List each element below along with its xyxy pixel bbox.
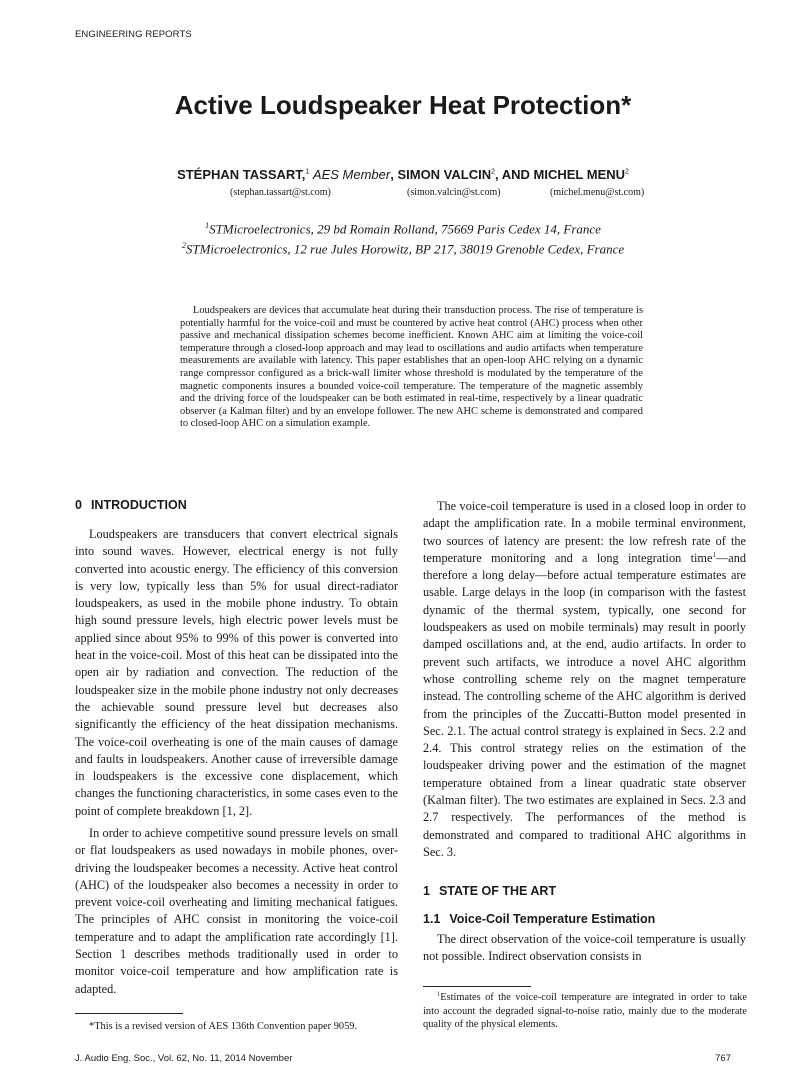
- abstract: Loudspeakers are devices that accumulate heat during their transduction process. The rise of temperature is potentially harmful for the voice-coil and must be countered by active heat control (AHC) process when other passive and mechanical dissipation schemes become inefficient. Known AHC aim at limiting the voice-coil temperature through a closed-loop approach and may lead to oscillations and audio artifacts when temperature measurements are available with latency. This paper establishes that an open-loop AHC relying on a dynamic range compressor configured as a brick-wall limiter whose threshold is modulated by the temperature of the magnetic components insures a bounded voice-coil temperature. The temperature of the magnetic assembly and the driving force of the loudspeaker can be both estimated in real-time, respectively by a linear quadratic observer (a Kalman filter) and by an envelope follower. The new AHC scheme is demonstrated and compared to closed-loop AHC on a simulation example.: [180, 305, 643, 430]
- page-number: 767: [715, 1053, 731, 1064]
- author-1-affil: 1: [305, 168, 310, 176]
- author-3: , AND MICHEL MENU: [495, 167, 626, 182]
- affiliations: [0, 217, 806, 258]
- title-footnote: *This is a revised version of AES 136th Convention paper 9059.: [89, 1021, 358, 1032]
- author-line: [0, 167, 806, 182]
- author-3-affil: 2: [625, 168, 629, 176]
- footnote-rule-right: [423, 986, 531, 987]
- paper-title: Active Loudspeaker Heat Protection*: [174, 90, 632, 120]
- author-1: STÉPHAN TASSART,: [177, 167, 306, 182]
- intro-paragraph-1: Loudspeakers are transducers that convert electrical signals into sound waves. However, electrical energy is not fully converted into acoustic energy. The efficiency of this conversion is very low, typically less than 5% for usual direct-radiator loudspeakers, as used in the mobile phone industry. To obtain high sound pressure levels, high electric power levels must be applied since about 95% to 99% of this power is converted into heat in the voice-coil. Most of this heat can be dissipated into the open air by radiation and convection. The reduction of the loudspeaker size in the mobile phone industry not only decreases the achievable sound pressure level but decreases also significantly the efficiency of the heat dissipation mechanisms. The voice-coil overheating is one of the main causes of damage and faults in loudspeakers. Another cause of irreversible damage in loudspeakers is the excessive cone displacement, which changes the functioning characteristics, in some cases even to the point of complete breakdown [1, 2].: [75, 527, 398, 818]
- intro-paragraph-3: The voice-coil temperature is used in a closed loop in order to adapt the amplification rate. In a mobile terminal environment, two sources of latency are present: the low refresh rate of the temperature monitoring and a long integration time$^1$—and therefore a long delay—before actual temperature estimates are usable. Large delays in the loop (in comparison with the fastest dynamic of the thermal system, typically, one second for loudspeakers as used on mobile terminals) may result in poorly damped oscillations and, at the end, audio artifacts. In order to prevent such artifacts, we introduce a novel AHC algorithm whose controlling scheme rely on the magnet temperature instead. The controlling scheme of the AHC algorithm is derived from the principles of the Zuccatti-Button model presented in Sec. 2.1. The actual control strategy is explained in Secs. 2.2 and 2.4. This control strategy relies on the estimation of the loudspeaker driving power and the estimation of the magnet temperature obtained from a linear quadratic state observer (Kalman filter). The two estimates are explained in Secs. 2.3 and 2.7 respectively. The performances of the method is demonstrated and compared to traditional AHC algorithms in Sec. 3.: [423, 499, 746, 859]
- affiliation-2: $^2$STMicroelectronics, 12 rue Jules Horowitz, BP 217, 38019 Grenoble Cedex, France: [181, 241, 625, 257]
- footnote-rule-left: [75, 1013, 183, 1014]
- running-header: ENGINEERING REPORTS: [75, 29, 192, 40]
- footnote-marker: 1: [712, 550, 716, 559]
- journal-citation: J. Audio Eng. Soc., Vol. 62, No. 11, 2014 November: [75, 1053, 293, 1064]
- author-2-email: (simon.valcin@st.com): [407, 187, 501, 198]
- author-2: , SIMON VALCIN: [390, 167, 492, 182]
- author-3-email: (michel.menu@st.com): [550, 187, 645, 198]
- author-2-affil: 2: [491, 168, 496, 176]
- intro-paragraph-2: In order to achieve competitive sound pressure levels on small or flat loudspeakers as used nowadays in mobile phones, over-driving the loudspeaker becomes a necessity. Active heat control (AHC) of the loudspeaker also becomes a necessity in order to prevent voice-coil overheating and limiting mechanical fatigues. The principles of AHC consist in monitoring the voice-coil temperature and to adapt the amplification rate accordingly [1]. Section 1 describes methods traditionally used in order to monitor voice-coil temperature and how amplification rate is adapted.: [75, 826, 398, 996]
- footnote-1: $^1$Estimates of the voice-coil temperature are integrated in order to take into account the degraded signal-to-noise ratio, mainly due to the moderate quality of the physical elements.: [423, 990, 747, 1031]
- author-1-email: (stephan.tassart@st.com): [230, 187, 331, 198]
- aes-member-label: AES Member: [312, 167, 391, 182]
- state-of-art-paragraph: The direct observation of the voice-coil temperature is usually not possible. Indirect observation consists in: [423, 932, 746, 964]
- affiliation-1: $^1$STMicroelectronics, 29 bd Romain Rolland, 75669 Paris Cedex 14, France: [205, 221, 601, 237]
- section-heading-state-of-the-art: 1 STATE OF THE ART: [423, 884, 557, 898]
- section-heading-introduction: 0 INTRODUCTION: [75, 498, 187, 512]
- subsection-heading-voice-coil: 1.1 Voice-Coil Temperature Estimation: [423, 912, 656, 926]
